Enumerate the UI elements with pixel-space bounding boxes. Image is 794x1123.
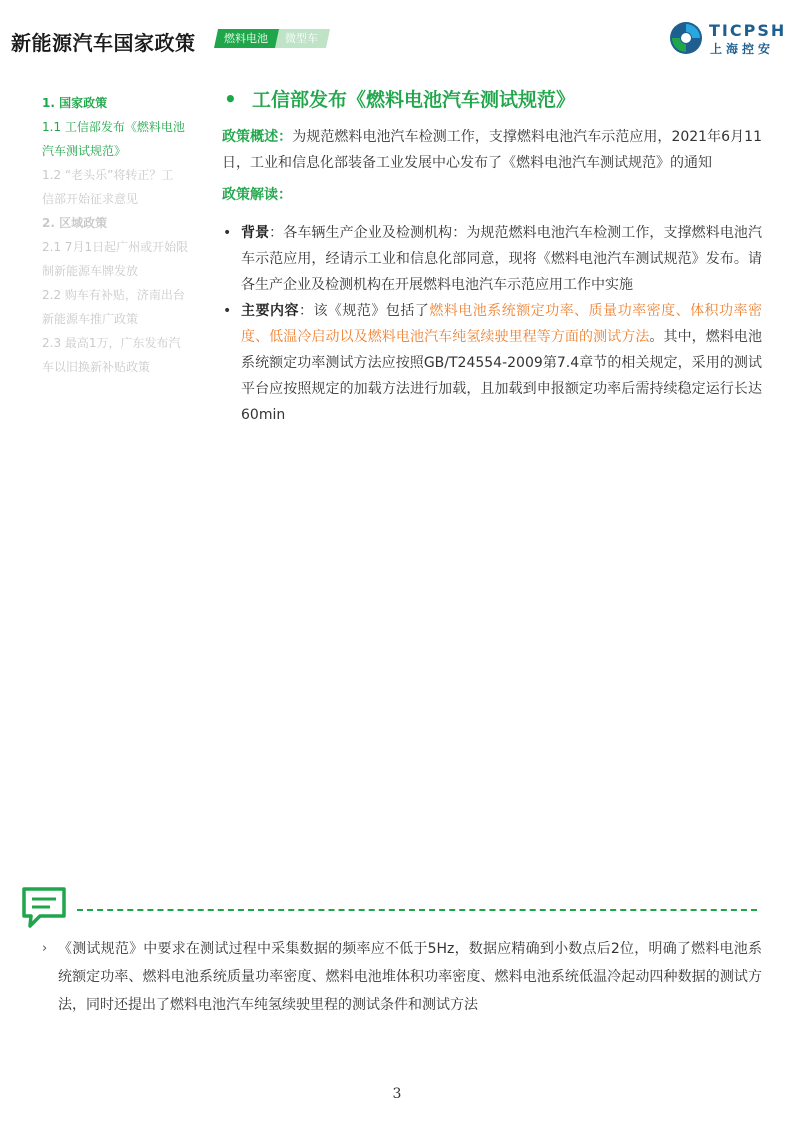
toc-item-2-1-cont[interactable]: 制新能源车牌发放 xyxy=(42,264,139,278)
bullet-label: 背景 xyxy=(241,225,270,241)
comment-icon xyxy=(20,886,68,930)
document-title: 新能源汽车国家政策 xyxy=(11,31,196,55)
toc-item-national-policy[interactable]: 1. 国家政策 xyxy=(42,96,108,110)
page-header xyxy=(0,0,794,80)
policy-interpretation-heading: 政策解读： xyxy=(222,187,292,203)
note-box xyxy=(42,935,762,1019)
toc-item-2-2-cont[interactable]: 新能源车推广政策 xyxy=(42,312,139,326)
bullet-text: ：各车辆生产企业及检测机构：为规范燃料电池汽车检测工作，支撑燃料电池汽车示范应用，经请示工业和信息化部同意，现将《燃料电池汽车测试规范》发布。请各生产企业及检测机构在开展燃料电池汽车示范应用工作中实施 xyxy=(241,225,763,293)
heading-bullet-icon: • xyxy=(224,87,237,111)
main-content xyxy=(222,84,762,428)
logo-english-text: TICPSH xyxy=(709,21,787,40)
logo-swirl-icon xyxy=(668,20,704,56)
policy-overview xyxy=(222,124,762,176)
section-title-text: 工信部发布《燃料电池汽车测试规范》 xyxy=(252,89,576,111)
bullet-text-after: 。其中，燃料电池系统额定功率测试方法应按照GB/T24554-2009第7.4章节的相关规定，采用的测试平台应按照规定的加载方法进行加载，且加载到申报额定功率后需持续稳定运行长达60min xyxy=(241,329,763,423)
tag-fuel-cell: 燃料电池 xyxy=(214,29,280,48)
bullet-highlight: 燃料电池系统额定功率、质量功率密度、体积功率密度、低温冷启动以及燃料电池汽车纯氢续驶里程等方面的测试方法 xyxy=(241,303,763,345)
toc-item-regional-policy[interactable]: 2. 区域政策 xyxy=(42,216,108,230)
toc-item-2-3-cont[interactable]: 车以旧换新补贴政策 xyxy=(42,360,151,374)
bullet-text-before: ：该《规范》包括了 xyxy=(298,303,430,319)
overview-label: 政策概述： xyxy=(222,129,293,145)
section-heading xyxy=(222,84,762,120)
tag-micro-car: 微型车 xyxy=(275,29,330,48)
toc-item-2-3[interactable]: 2.3 最高1万，广东发布汽 xyxy=(42,336,181,350)
toc-item-2-1[interactable]: 2.1 7月1日起广州或开始限 xyxy=(42,240,189,254)
toc-item-1-2-cont[interactable]: 信部开始征求意见 xyxy=(42,192,139,206)
toc-item-1-1[interactable]: 1.1 工信部发布《燃料电池 xyxy=(42,120,185,134)
note-divider xyxy=(77,909,757,911)
note-text: 《测试规范》中要求在测试过程中采集数据的频率应不低于5Hz，数据应精确到小数点后2位，明确了燃料电池系统额定功率、燃料电池系统质量功率密度、燃料电池堆体积功率密度、燃料电池系统低温冷起动四种数据的测试方法，同时还提出了燃料电池汽车纯氢续驶里程的测试条件和测试方法 xyxy=(58,941,762,1013)
logo-chinese-text: 上海控安 xyxy=(710,42,775,56)
bullet-dot-icon: • xyxy=(223,225,232,241)
overview-text: 为规范燃料电池汽车检测工作，支撑燃料电池汽车示范应用，2021年6月11日，工业和信息化部装备工业发展中心发布了《燃料电池汽车测试规范》的通知 xyxy=(222,129,762,171)
page-number: 3 xyxy=(392,1086,402,1102)
table-of-contents xyxy=(42,91,202,379)
toc-item-1-1-cont[interactable]: 汽车测试规范》 xyxy=(42,144,127,158)
toc-item-2-2[interactable]: 2.2 购车有补贴，济南出台 xyxy=(42,288,185,302)
note-arrow-icon: › xyxy=(42,941,48,956)
bullet-main-content xyxy=(222,298,762,428)
bullet-label: 主要内容 xyxy=(241,303,299,319)
bullet-dot-icon: • xyxy=(223,303,232,319)
bullet-background xyxy=(222,220,762,298)
toc-item-1-2[interactable]: 1.2 “老头乐”将转正？工 xyxy=(42,168,174,182)
company-logo xyxy=(668,20,788,60)
